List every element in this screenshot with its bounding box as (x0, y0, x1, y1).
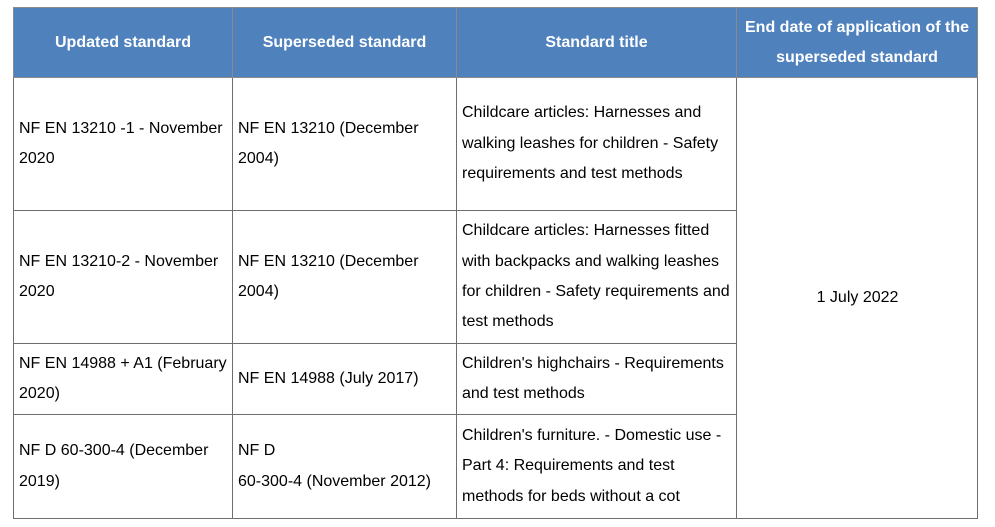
table-row (14, 78, 978, 211)
updated-standard-cell: NF D 60-300-4 (December 2019) (14, 415, 233, 519)
header-row (14, 8, 978, 78)
updated-standard-cell: NF EN 13210 -1 - November 2020 (14, 78, 233, 211)
superseded-standard-cell: NF D 60-300-4 (November 2012) (233, 415, 457, 519)
standard-title-cell: Childcare articles: Harnesses and walking leashes for children - Safety requirements and test methods (457, 78, 737, 211)
header-updated-standard: Updated standard (14, 8, 233, 78)
header-end-date: End date of application of the superseded standard (737, 8, 978, 78)
superseded-standard-cell: NF EN 14988 (July 2017) (233, 344, 457, 415)
standard-title-cell: Children's furniture. - Domestic use - Part 4: Requirements and test methods for beds without a cot (457, 415, 737, 519)
header-standard-title: Standard title (457, 8, 737, 78)
superseded-standard-cell: NF EN 13210 (December 2004) (233, 211, 457, 344)
standard-title-cell: Childcare articles: Harnesses fitted with backpacks and walking leashes for children - Safety requirements and test methods (457, 211, 737, 344)
superseded-standard-cell: NF EN 13210 (December 2004) (233, 78, 457, 211)
standard-title-cell: Children's highchairs - Requirements and test methods (457, 344, 737, 415)
end-date-cell: 1 July 2022 (737, 78, 978, 519)
header-superseded-standard: Superseded standard (233, 8, 457, 78)
updated-standard-cell: NF EN 14988 + A1 (February 2020) (14, 344, 233, 415)
standards-table (13, 7, 978, 519)
updated-standard-cell: NF EN 13210-2 - November 2020 (14, 211, 233, 344)
